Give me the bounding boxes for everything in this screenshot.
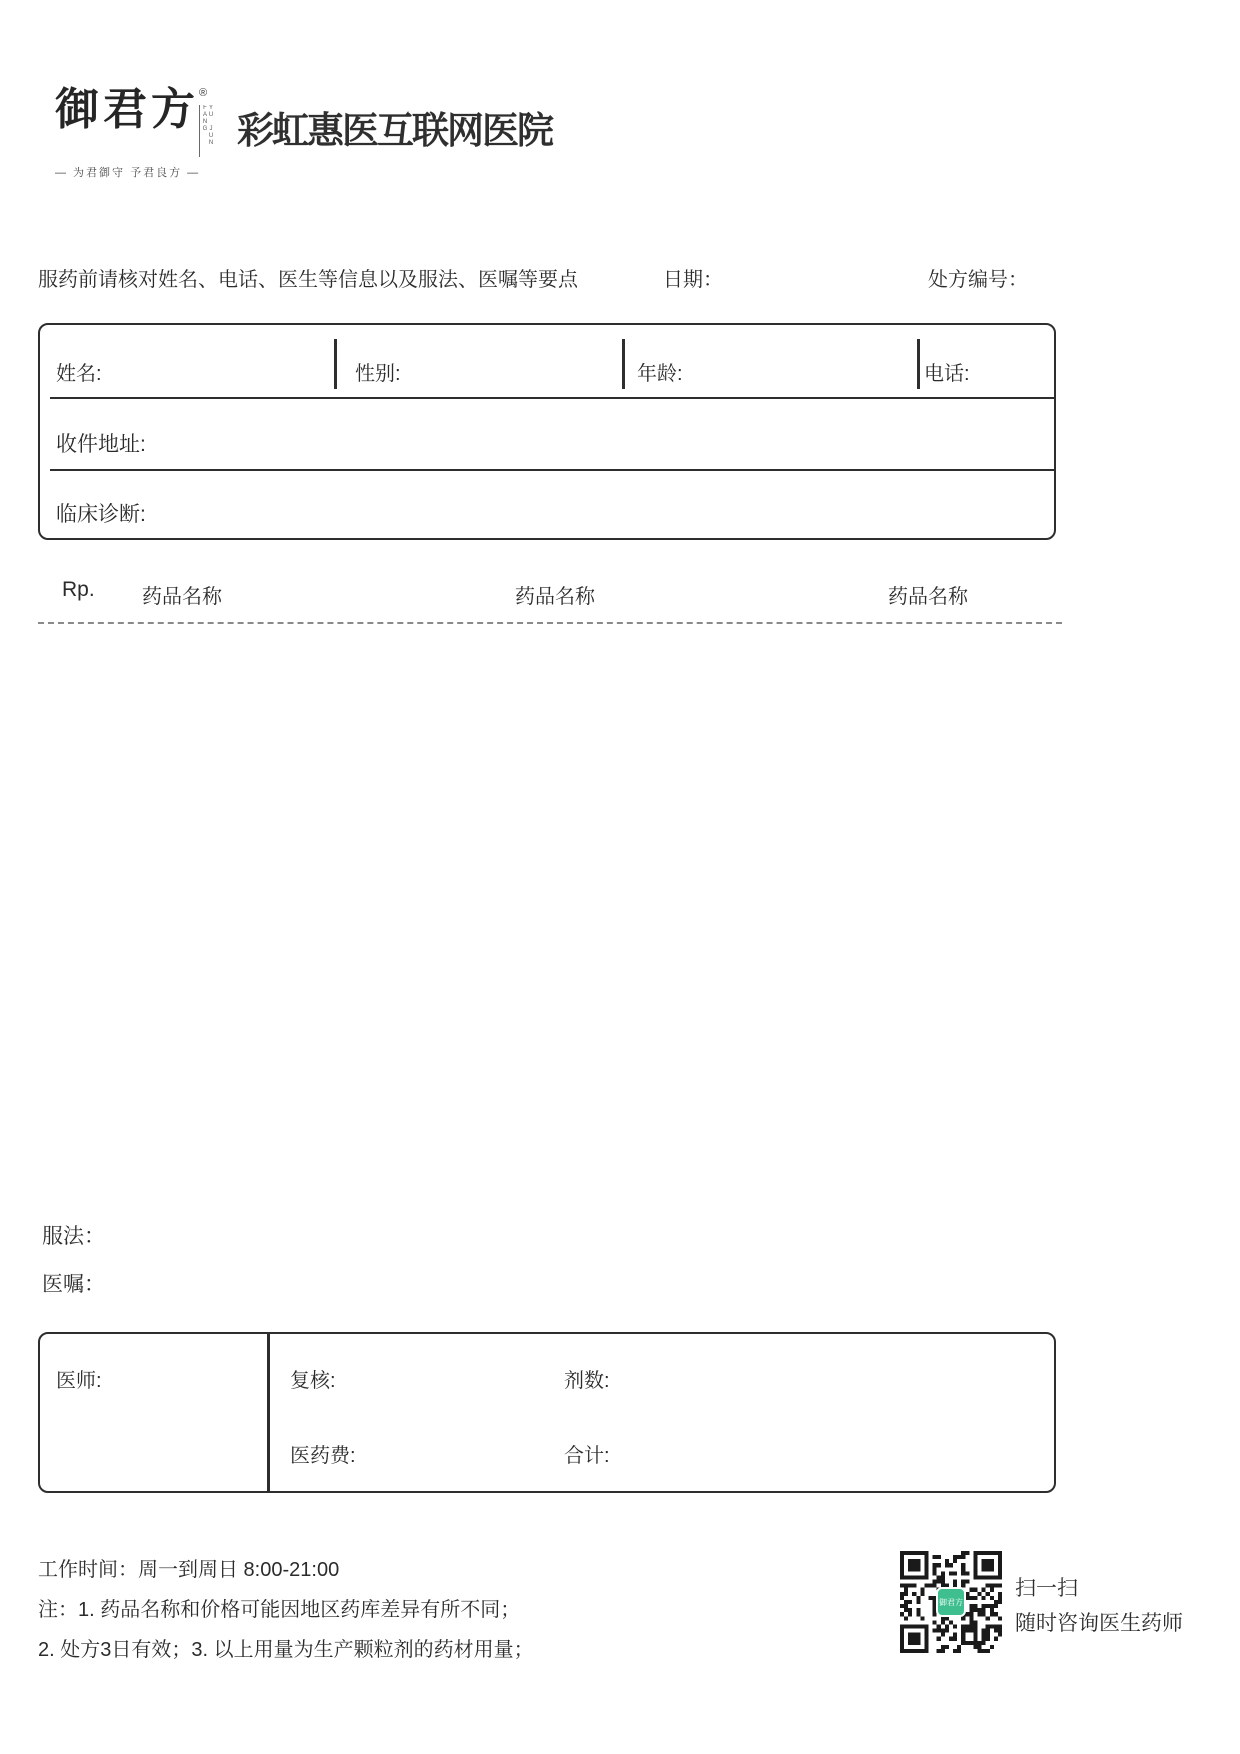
drug-name-column-header: 药品名称 — [888, 586, 968, 608]
hospital-name: 彩虹惠医互联网医院 — [237, 110, 552, 151]
phone-field-label: 电话: — [924, 363, 970, 385]
doses-label: 剂数: — [564, 1370, 610, 1392]
qr-code — [900, 1551, 1002, 1653]
qr-consult-label: 随时咨询医生药师 — [1015, 1612, 1183, 1635]
drug-name-column-header: 药品名称 — [515, 586, 595, 608]
field-divider — [917, 339, 920, 389]
rp-separator-dashed-line — [38, 622, 1062, 624]
field-divider — [622, 339, 625, 389]
qr-scan-label: 扫一扫 — [1015, 1577, 1078, 1600]
signature-fee-box — [38, 1332, 1056, 1493]
physician-label: 医师: — [56, 1370, 102, 1392]
row-divider — [50, 397, 1054, 399]
prescription-number-label: 处方编号： — [928, 269, 1028, 291]
working-hours-text: 工作时间：周一到周日 8:00-21:00 — [38, 1559, 340, 1581]
qr-center-logo — [936, 1587, 966, 1617]
brand-logo — [55, 86, 235, 180]
total-label: 合计: — [564, 1445, 610, 1467]
date-label: 日期： — [663, 269, 723, 291]
signature-box-divider — [267, 1334, 270, 1491]
brand-name: 御君方 — [55, 84, 199, 135]
address-field-label: 收件地址: — [56, 433, 146, 456]
footer-note-line2: 2. 处方3日有效；3. 以上用量为生产颗粒剂的药材用量； — [38, 1639, 534, 1661]
review-label: 复核: — [290, 1370, 336, 1392]
rp-label: Rp. — [62, 578, 95, 601]
gender-field-label: 性别: — [355, 363, 401, 385]
footer-note-line1: 注：1. 药品名称和价格可能因地区药库差异有所不同； — [38, 1599, 521, 1621]
doctor-advice-label: 医嘱： — [42, 1273, 105, 1296]
name-field-label: 姓名: — [56, 363, 102, 385]
brand-vertical-text: YU JUN FANG — [199, 105, 214, 157]
row-divider — [50, 469, 1054, 471]
patient-info-box — [38, 323, 1056, 540]
registered-trademark-mark: ® — [199, 87, 208, 99]
brand-tagline: — 为君御守 予君良方 — — [55, 167, 201, 179]
field-divider — [334, 339, 337, 389]
drug-name-column-header: 药品名称 — [142, 586, 222, 608]
verification-notice: 服药前请核对姓名、电话、医生等信息以及服法、医嘱等要点 — [38, 269, 578, 291]
age-field-label: 年龄: — [637, 363, 683, 385]
medical-fee-label: 医药费: — [290, 1445, 356, 1467]
diagnosis-field-label: 临床诊断: — [56, 503, 146, 526]
qr-center-text: 御君方 — [939, 1597, 963, 1607]
usage-method-label: 服法： — [42, 1225, 105, 1248]
